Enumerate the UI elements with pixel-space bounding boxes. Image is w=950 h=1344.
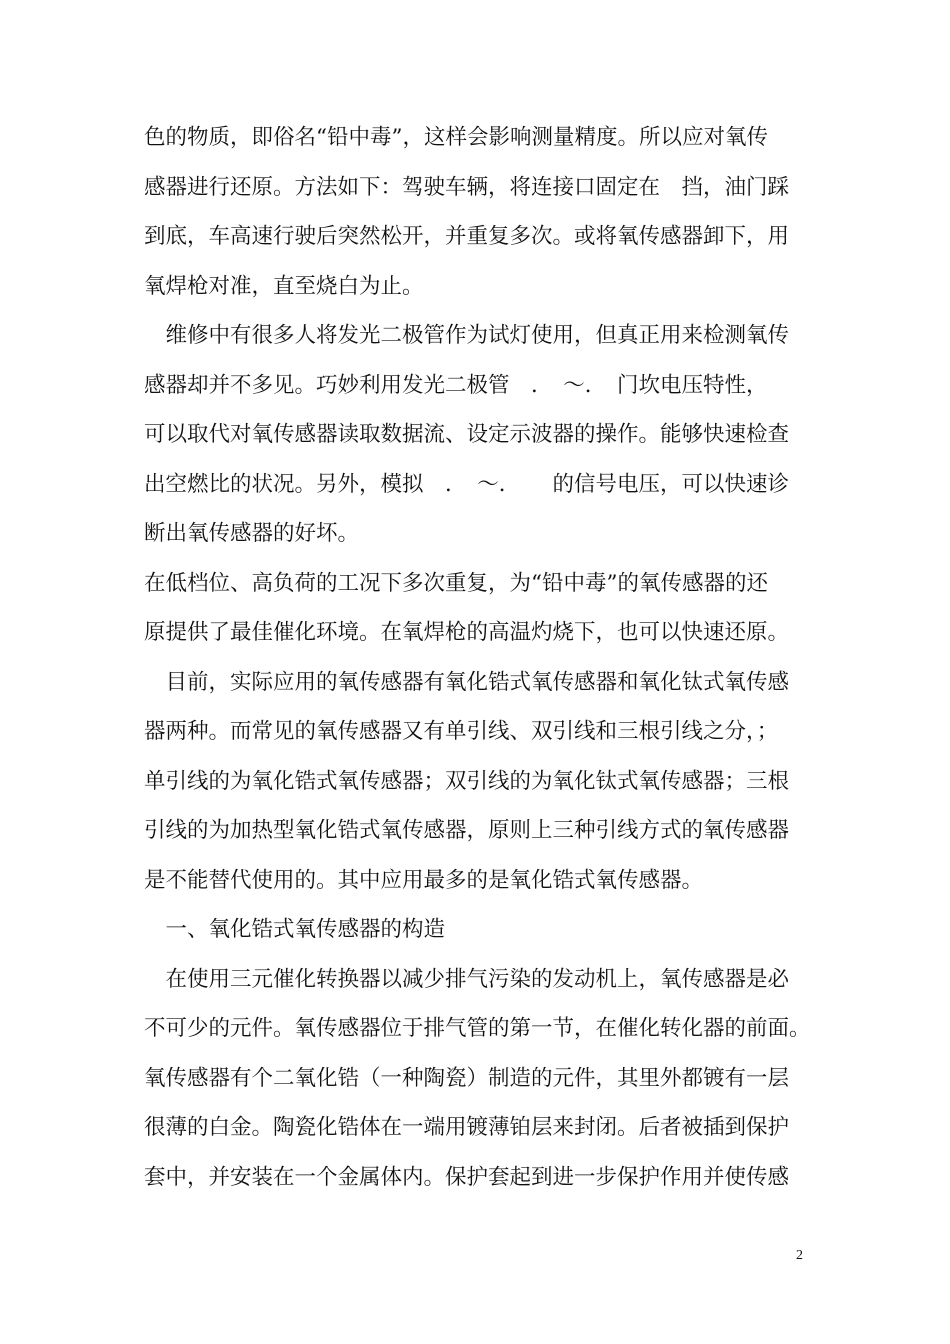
section-heading: 一、氧化锆式氧传感器的构造: [144, 917, 446, 942]
text-line: 维修中有很多人将发光二极管作为试灯使用，但真正用来检测氧传: [144, 323, 790, 348]
page-number: 2: [796, 1248, 803, 1263]
text-line: 感器进行还原。方法如下：驾驶车辆，将连接口固定在 挡，油门踩: [144, 174, 790, 200]
text-line: 氧传感器有个二氧化锆（一种陶瓷）制造的元件，其里外都镀有一层: [144, 1065, 790, 1091]
text-line: 套中，并安装在一个金属体内。保护套起到进一步保护作用并使传感: [144, 1164, 790, 1190]
text-line: 器两种。而常见的氧传感器又有单引线、双引线和三根引线之分，；: [144, 719, 779, 744]
text-line: 断出氧传感器的好坏。: [144, 521, 360, 546]
text-line: 氧焊枪对准，直至烧白为止。: [144, 273, 424, 299]
text-line: 很薄的白金。陶瓷化锆体在一端用镀薄铂层来封闭。后者被插到保护: [144, 1115, 790, 1140]
text-line: 色的物质，即俗名“铅中毒”，这样会影响测量精度。所以应对氧传: [144, 125, 768, 150]
text-line: 可以取代对氧传感器读取数据流、设定示波器的操作。能够快速检查: [144, 422, 790, 447]
text-line: 感器却并不多见。巧妙利用发光二极管 ． ～． 门坎电压特性，: [144, 372, 768, 398]
text-line: 到底，车高速行驶后突然松开，并重复多次。或将氧传感器卸下，用: [144, 224, 790, 249]
text-line: 引线的为加热型氧化锆式氧传感器，原则上三种引线方式的氧传感器: [144, 818, 790, 843]
text-line: 是不能替代使用的。其中应用最多的是氧化锆式氧传感器。: [144, 867, 704, 893]
text-line: 原提供了最佳催化环境。在氧焊枪的高温灼烧下，也可以快速还原。: [144, 620, 790, 645]
document-body: [144, 113, 814, 1202]
text-line: 单引线的为氧化锆式氧传感器；双引线的为氧化钛式氧传感器；三根: [144, 768, 790, 794]
text-line: 不可少的元件。氧传感器位于排气管的第一节，在催化转化器的前面。: [144, 1016, 811, 1041]
text-line: 出空燃比的状况。另外，模拟 ． ～． 的信号电压，可以快速诊: [144, 471, 790, 497]
text-line: 在低档位、高负荷的工况下多次重复，为“铅中毒”的氧传感器的还: [144, 570, 768, 596]
text-line: 目前，实际应用的氧传感器有氧化锆式氧传感器和氧化钛式氧传感: [144, 669, 790, 695]
text-line: 在使用三元催化转换器以减少排气污染的发动机上，氧传感器是必: [144, 966, 790, 992]
